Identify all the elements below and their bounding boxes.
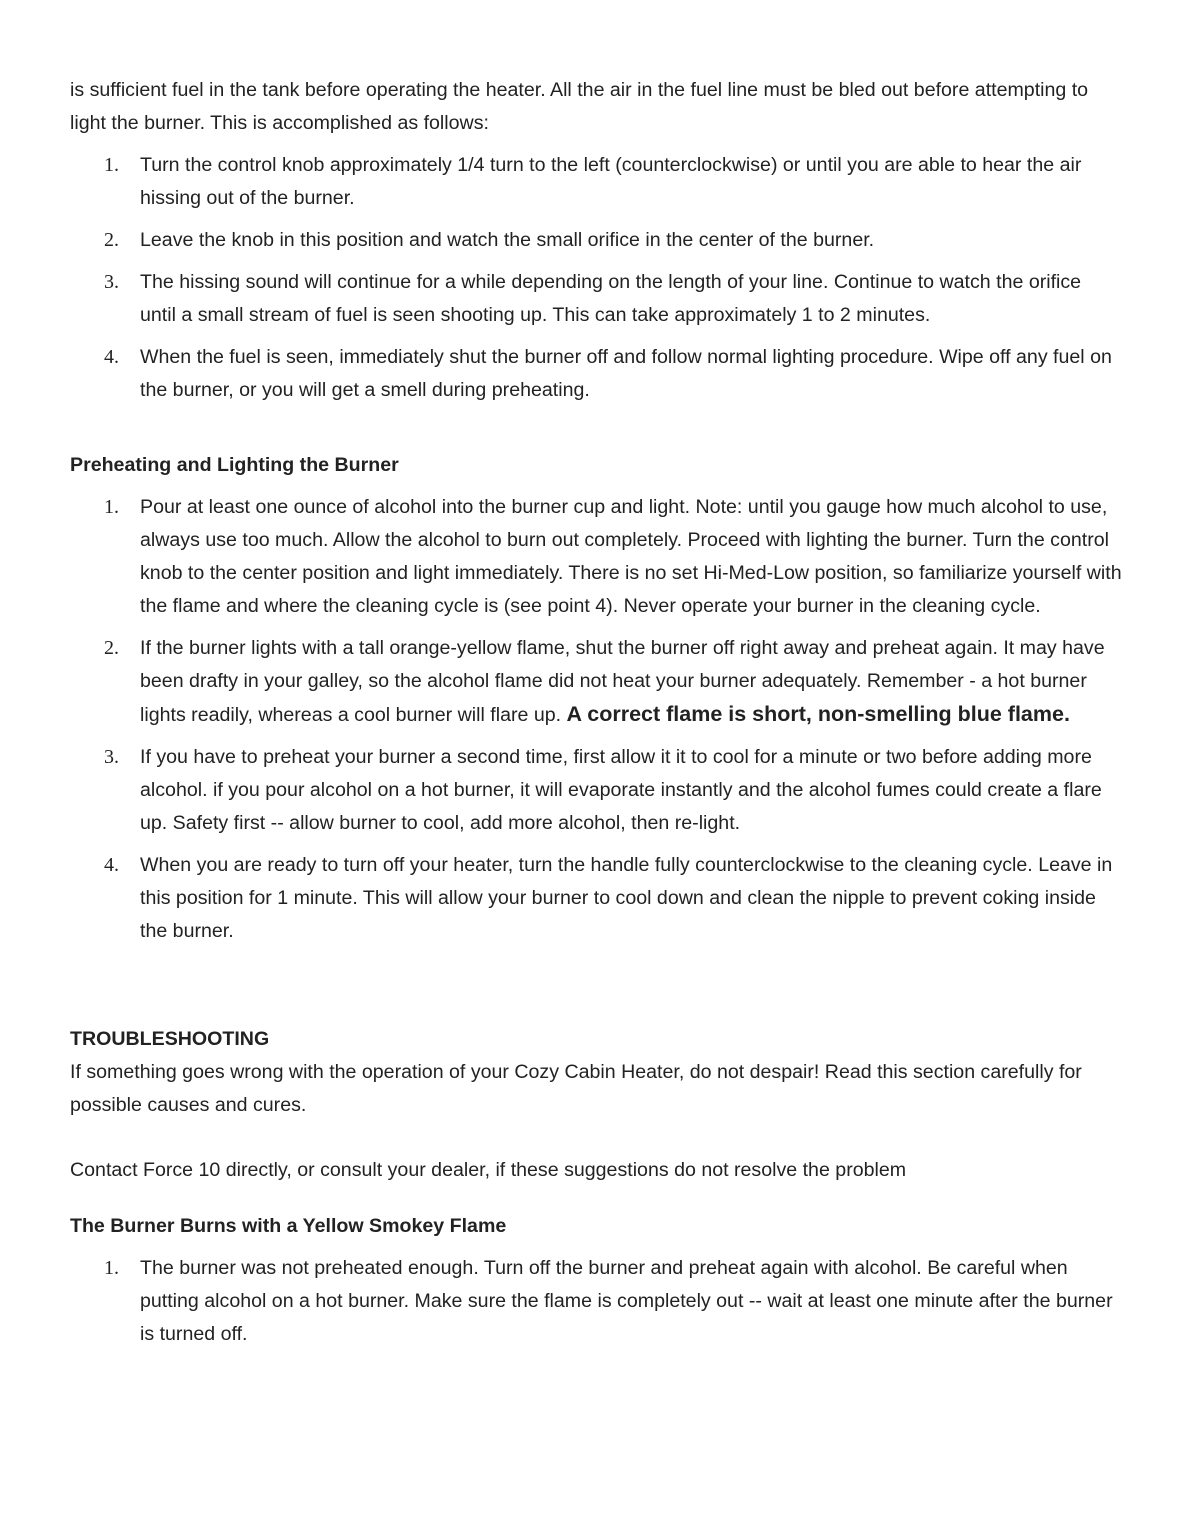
- troubleshooting-intro: If something goes wrong with the operation of your Cozy Cabin Heater, do not despair! Read this section carefully for possible causes and cures.: [70, 1061, 1082, 1116]
- list-number: 4.: [104, 854, 119, 876]
- yellow-flame-heading: The Burner Burns with a Yellow Smokey Flame: [70, 1215, 507, 1237]
- list-item-text: Leave the knob in this position and watch the small orifice in the center of the burner.: [140, 229, 875, 251]
- preheat-heading: Preheating and Lighting the Burner: [70, 454, 399, 476]
- list-item-text: The burner was not preheated enough. Turn off the burner and preheat again with alcohol. Be careful when putting alcohol on a hot burner. Make sure the flame is completely out -- wait at least one minute after the burner is turned off.: [140, 1257, 1113, 1345]
- list-item: [70, 1252, 1122, 1351]
- list-number: 1.: [104, 154, 119, 176]
- list-item-text: Pour at least one ounce of alcohol into the burner cup and light. Note: until you gauge how much alcohol to use, always use too much. Allow the alcohol to burn out completely. Proceed with lighting the burner. Turn the control knob to the center position and light immediately. There is no set Hi-Med-Low position, so familiarize yourself with the flame and where the cleaning cycle is (see point 4). Never operate your burner in the cleaning cycle.: [140, 496, 1122, 617]
- contact-paragraph: Contact Force 10 directly, or consult your dealer, if these suggestions do not resolve the problem: [70, 1159, 907, 1181]
- list-item-text: Turn the control knob approximately 1/4 turn to the left (counterclockwise) or until you are able to hear the air hissing out of the burner.: [140, 154, 1082, 209]
- list-item: [70, 849, 1122, 948]
- list-number: 3.: [104, 746, 119, 768]
- list-item-text: The hissing sound will continue for a while depending on the length of your line. Continue to watch the orifice until a small stream of fuel is seen shooting up. This can take approximately 1 to 2 minutes.: [140, 271, 1082, 326]
- list-item: [70, 741, 1122, 840]
- list-number: 1.: [104, 1257, 119, 1279]
- list-item: [70, 266, 1122, 332]
- list-number: 2.: [104, 229, 119, 251]
- troubleshooting-heading: TROUBLESHOOTING: [70, 1028, 270, 1050]
- document-page: [70, 74, 1122, 1351]
- list-item: [70, 224, 1122, 257]
- list-item-text: If the burner lights with a tall orange-yellow flame, shut the burner off right away and preheat again. It may have been drafty in your galley, so the alcohol flame did not heat your burner adequately. Remember - a hot burner lights readily, whereas a cool burner will flare up.: [140, 637, 1105, 726]
- list-item: [70, 632, 1122, 732]
- bleed-steps-list: [70, 149, 1122, 407]
- list-item-text: If you have to preheat your burner a second time, first allow it it to cool for a minute or two before adding more alcohol. if you pour alcohol on a hot burner, it will evaporate instantly and the alcohol fumes could create a flare up. Safety first -- allow burner to cool, add more alcohol, then re-light.: [140, 746, 1102, 834]
- list-item: [70, 491, 1122, 623]
- list-item: [70, 341, 1122, 407]
- yellow-flame-steps-list: [70, 1252, 1122, 1351]
- intro-paragraph: is sufficient fuel in the tank before operating the heater. All the air in the fuel line must be bled out before attempting to light the burner. This is accomplished as follows:: [70, 79, 1089, 134]
- list-number: 3.: [104, 271, 119, 293]
- list-item: [70, 149, 1122, 215]
- list-number: 2.: [104, 637, 119, 659]
- list-item-text: When you are ready to turn off your heater, turn the handle fully counterclockwise to the cleaning cycle. Leave in this position for 1 minute. This will allow your burner to cool down and clean the nipple to prevent coking inside the burner.: [140, 854, 1113, 942]
- flame-emphasis-text: A correct flame is short, non-smelling blue flame.: [566, 702, 1070, 726]
- preheat-steps-list: [70, 491, 1122, 948]
- list-item-text: When the fuel is seen, immediately shut the burner off and follow normal lighting procedure. Wipe off any fuel on the burner, or you will get a smell during preheating.: [140, 346, 1112, 401]
- list-number: 1.: [104, 496, 119, 518]
- list-number: 4.: [104, 346, 119, 368]
